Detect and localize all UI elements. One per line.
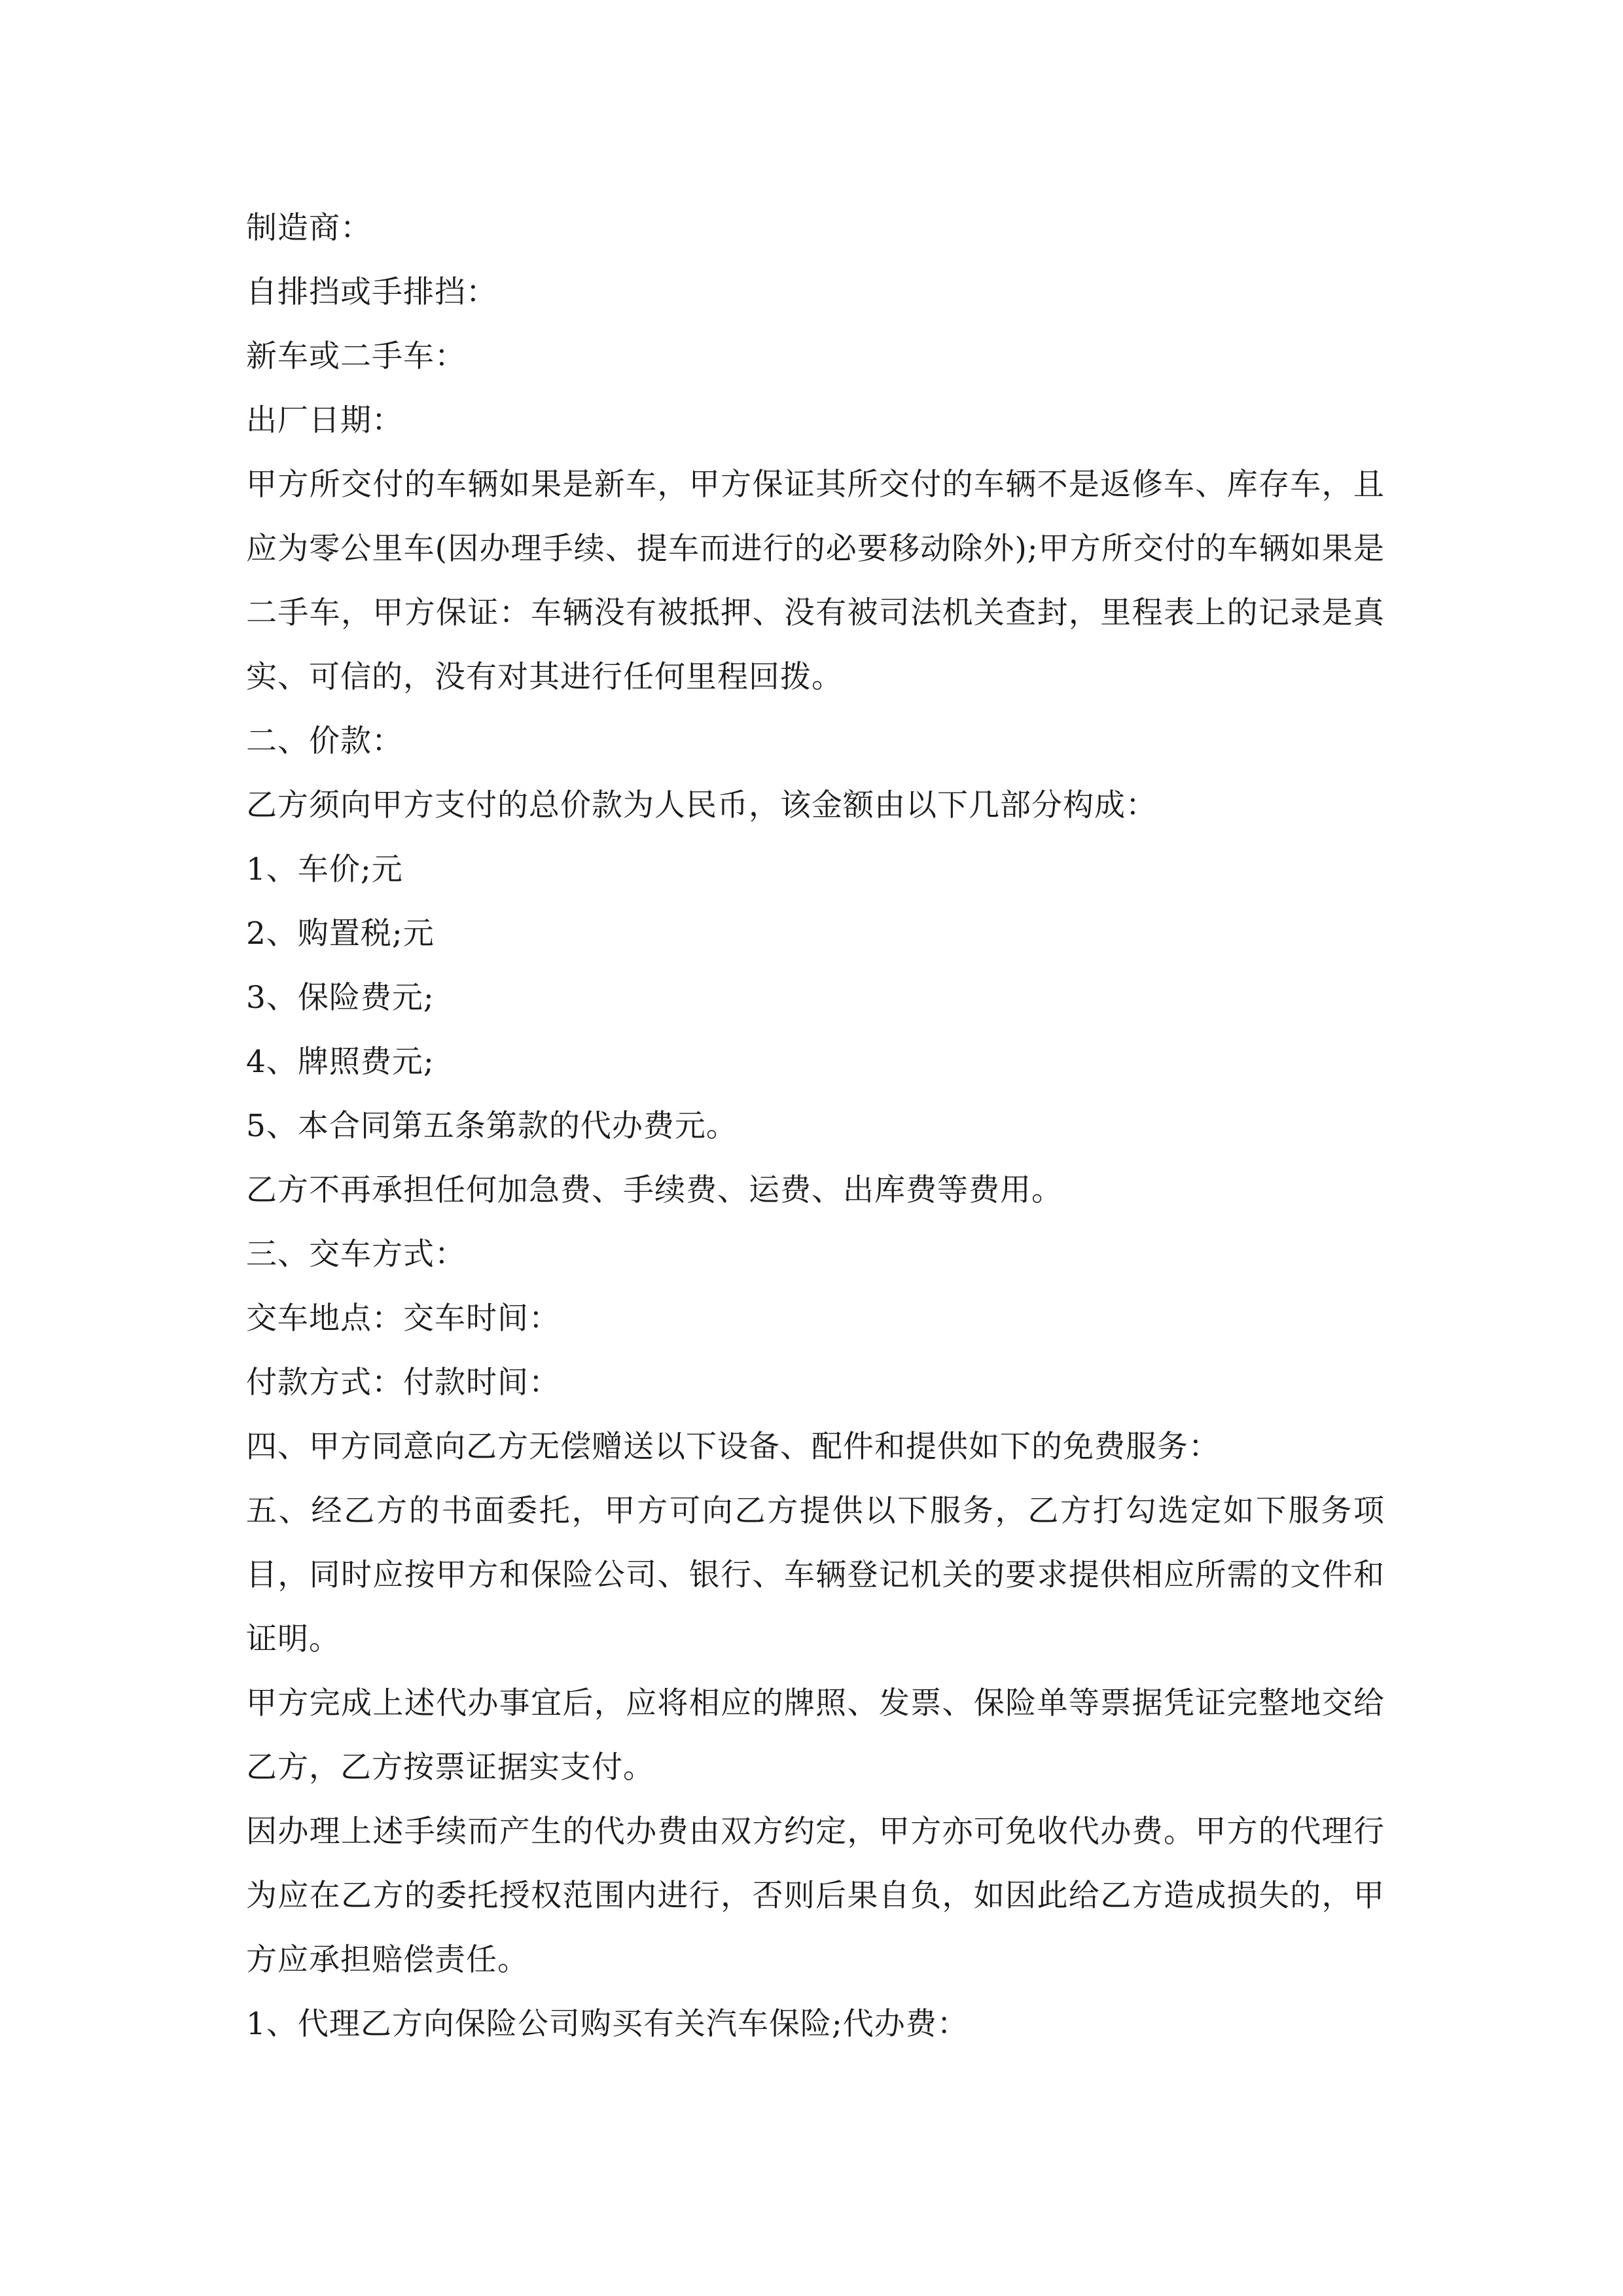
section-heading-free-services: 四、甲方同意向乙方无偿赠送以下设备、配件和提供如下的免费服务： [246, 1429, 1220, 1465]
document-body [246, 196, 1385, 2056]
price-item-insurance: 3、保险费元; [246, 980, 435, 1016]
price-item-license: 4、牌照费元; [246, 1044, 435, 1080]
field-payment-method-time: 付款方式：付款时间： [246, 1365, 560, 1401]
field-manufacturer: 制造商： [246, 210, 372, 246]
price-item-car: 1、车价;元 [246, 852, 403, 888]
vehicle-guarantee-paragraph: 甲方所交付的车辆如果是新车，甲方保证其所交付的车辆不是返修车、库存车，且应为零公里车(因办理手续、提车而进行的必要移动除外);甲方所交付的车辆如果是二手车，甲方保证：车辆没有被抵押、没有被司法机关查封，里程表上的记录是真实、可信的，没有对其进行任何里程回拨。 [246, 467, 1385, 695]
field-production-date: 出厂日期： [246, 403, 403, 439]
agency-item-insurance: 1、代理乙方向保险公司购买有关汽车保险;代办费： [246, 2006, 969, 2042]
agency-fee-paragraph: 因办理上述手续而产生的代办费由双方约定，甲方亦可免收代办费。甲方的代理行为应在乙方的委托授权范围内进行，否则后果自负，如因此给乙方造成损失的，甲方应承担赔偿责任。 [246, 1814, 1385, 1978]
price-item-agency-fee: 5、本合同第五条第款的代办费元。 [246, 1108, 738, 1144]
no-extra-fees-paragraph: 乙方不再承担任何加急费、手续费、运费、出库费等费用。 [246, 1172, 1063, 1208]
field-transmission: 自排挡或手排挡： [246, 274, 497, 310]
section-heading-price: 二、价款： [246, 723, 403, 759]
price-intro-paragraph: 乙方须向甲方支付的总价款为人民币，该金额由以下几部分构成： [246, 787, 1157, 823]
section-heading-delivery: 三、交车方式： [246, 1236, 466, 1272]
field-new-or-used: 新车或二手车： [246, 338, 466, 374]
section-heading-agency-services: 五、经乙方的书面委托，甲方可向乙方提供以下服务，乙方打勾选定如下服务项目，同时应按甲方和保险公司、银行、车辆登记机关的要求提供相应所需的文件和证明。 [246, 1493, 1385, 1657]
field-delivery-place-time: 交车地点：交车时间： [246, 1300, 560, 1336]
agency-completion-paragraph: 甲方完成上述代办事宜后，应将相应的牌照、发票、保险单等票据凭证完整地交给乙方，乙方按票证据实支付。 [246, 1685, 1385, 1785]
price-item-purchase-tax: 2、购置税;元 [246, 916, 435, 952]
